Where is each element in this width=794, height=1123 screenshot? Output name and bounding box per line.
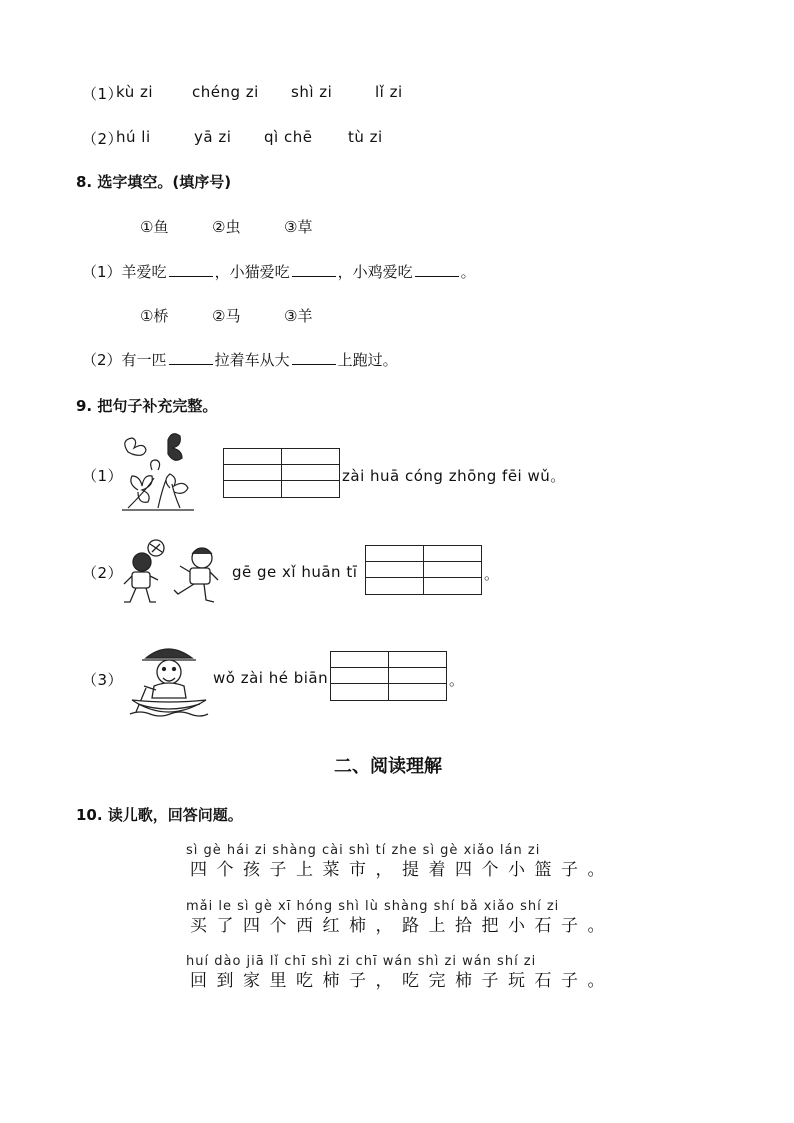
q7-row1-number: （1） [82, 85, 124, 103]
q8-sentence-1 [82, 261, 476, 282]
q9-item2-pinyin: gē ge xǐ huān tī [232, 563, 358, 581]
q9-item3-end: 。 [449, 671, 465, 689]
q9-item3-writing-grid[interactable] [330, 651, 447, 701]
answer-blank[interactable] [169, 262, 213, 277]
q8-s2-number: （2） [82, 351, 122, 369]
answer-blank[interactable] [292, 350, 336, 365]
section-title: 二、阅读理解 [334, 756, 442, 777]
answer-blank[interactable] [415, 262, 459, 277]
q8-option-1: ①鱼 [140, 218, 169, 236]
poem-line-2-pinyin: mǎi le sì gè xī hóng shì lù shàng shí bǎ xiǎo shí zi [186, 899, 560, 914]
poem-line-2-text: 买了四个西红柿，路上拾把小石子。 [190, 916, 614, 936]
butterflies-flowers-image [118, 430, 198, 512]
q7-row2-word-1: hú li [116, 128, 151, 146]
q9-item3-number: （3） [82, 671, 124, 689]
q8-s2-part1: 有一匹 [121, 351, 167, 369]
q8-s1-part2: ，小猫爱吃 [214, 263, 290, 281]
boys-kicking-ball-image [118, 536, 226, 608]
boy-fishing-in-boat-image [128, 642, 210, 718]
q9-item2-number: （2） [82, 564, 124, 582]
q8-s1-part4: 。 [460, 263, 476, 281]
q9-title: 9. 把句子补充完整。 [76, 397, 218, 415]
q8-s1-number: （1） [82, 263, 122, 281]
q9-item1-writing-grid[interactable] [223, 448, 340, 498]
q8-s2-part3: 上跑过。 [337, 351, 398, 369]
q8-option-6: ③羊 [284, 307, 313, 325]
q8-s2-part2: 拉着车从大 [214, 351, 290, 369]
q9-item1-number: （1） [82, 467, 124, 485]
q8-s1-part1: 羊爱吃 [121, 263, 167, 281]
q9-item3-pinyin: wǒ zài hé biān [213, 669, 329, 687]
q7-row1-word-1: kù zi [116, 83, 154, 101]
q9-item1-pinyin: zài huā cóng zhōng fēi wǔ。 [342, 467, 566, 485]
q7-row2-word-3: qì chē [264, 128, 313, 146]
q7-row1-word-2: chéng zi [192, 83, 259, 101]
q7-row2-word-2: yā zi [194, 128, 232, 146]
poem-line-1-text: 四个孩子上菜市，提着四个小篮子。 [190, 860, 614, 880]
q8-option-3: ③草 [284, 218, 313, 236]
q9-item2-writing-grid[interactable] [365, 545, 482, 595]
q8-sentence-2 [82, 349, 398, 370]
q8-option-2: ②虫 [212, 218, 241, 236]
q7-row1-word-3: shì zi [291, 83, 333, 101]
q9-item2-end: 。 [484, 565, 500, 583]
q8-option-5: ②马 [212, 307, 241, 325]
q7-row1-word-4: lǐ zi [375, 83, 403, 101]
poem-line-3-pinyin: huí dào jiā lǐ chī shì zi chī wán shì zi wán shí zi [186, 954, 537, 969]
poem-line-3-text: 回到家里吃柿子，吃完柿子玩石子。 [190, 971, 614, 991]
answer-blank[interactable] [169, 350, 213, 365]
q7-row2-number: （2） [82, 130, 124, 148]
q7-row2-word-4: tù zi [348, 128, 383, 146]
q8-s1-part3: ，小鸡爱吃 [337, 263, 413, 281]
q10-title: 10. 读儿歌，回答问题。 [76, 806, 243, 824]
q8-option-4: ①桥 [140, 307, 169, 325]
poem-line-1-pinyin: sì gè hái zi shàng cài shì tí zhe sì gè xiǎo lán zi [186, 843, 541, 858]
answer-blank[interactable] [292, 262, 336, 277]
q8-title: 8. 选字填空。(填序号) [76, 173, 232, 191]
